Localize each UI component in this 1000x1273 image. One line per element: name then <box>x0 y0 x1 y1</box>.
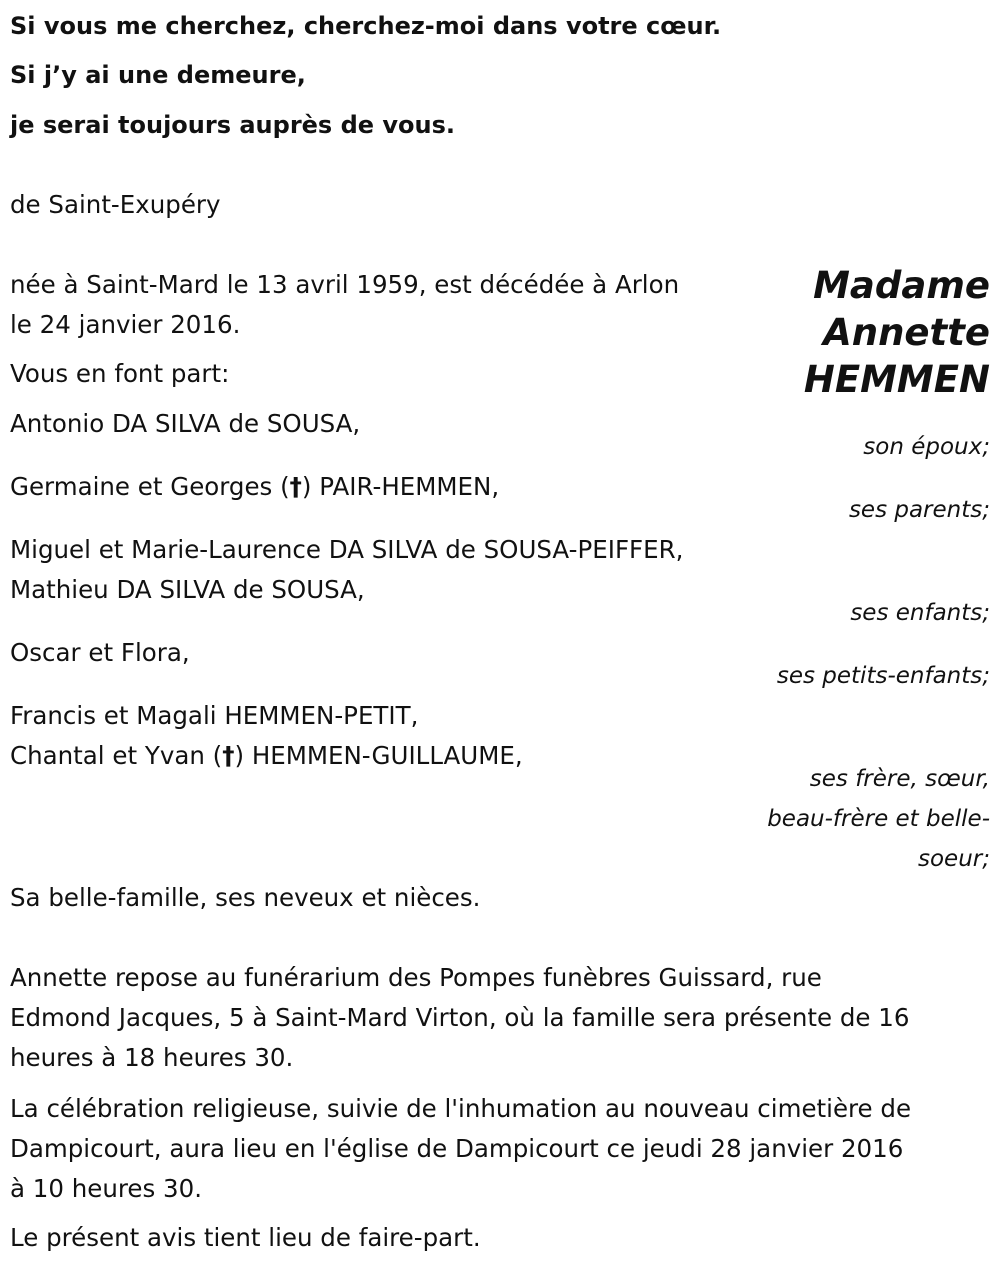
birth-death-line-2: le 24 janvier 2016. <box>10 310 241 339</box>
rest-line-3: heures à 18 heures 30. <box>10 1043 294 1072</box>
mourner-children-2: Mathieu DA SILVA de SOUSA, <box>10 575 365 604</box>
relation-parents: ses parents; <box>848 497 990 523</box>
cross-symbol: † <box>222 741 235 770</box>
mourner-siblings-2: Chantal et Yvan (†) HEMMEN-GUILLAUME, <box>10 741 523 770</box>
mourner-siblings-1: Francis et Magali HEMMEN-PETIT, <box>10 701 419 730</box>
mourner-parents: Germaine et Georges (†) PAIR-HEMMEN, <box>10 472 500 501</box>
mourner-grandchildren: Oscar et Flora, <box>10 638 190 667</box>
cross-symbol: † <box>289 472 302 501</box>
rest-line-1: Annette repose au funérarium des Pompes funèbres Guissard, rue <box>10 963 822 992</box>
closing-note: Le présent avis tient lieu de faire-part. <box>10 1223 481 1252</box>
relation-grandchildren: ses petits-enfants; <box>776 663 990 689</box>
relation-spouse: son époux; <box>863 434 990 460</box>
deceased-last-name: HEMMEN <box>803 358 990 401</box>
relation-siblings-1: ses frère, sœur, <box>809 766 990 792</box>
deceased-title: Madame <box>813 264 990 307</box>
birth-death-line-1: née à Saint-Mard le 13 avril 1959, est décédée à Arlon <box>10 270 680 299</box>
poem-line-3: je serai toujours auprès de vous. <box>10 111 456 139</box>
poem-line-2: Si j’y ai une demeure, <box>10 61 306 89</box>
ceremony-line-1: La célébration religieuse, suivie de l'inhumation au nouveau cimetière de <box>10 1094 912 1123</box>
mourner-children-1: Miguel et Marie-Laurence DA SILVA de SOUSA-PEIFFER, <box>10 535 684 564</box>
intro-text: Vous en font part: <box>10 359 230 388</box>
ceremony-line-3: à 10 heures 30. <box>10 1174 203 1203</box>
ceremony-line-2: Dampicourt, aura lieu en l'église de Dampicourt ce jeudi 28 janvier 2016 <box>10 1134 904 1163</box>
poem-attribution: de Saint-Exupéry <box>10 190 221 219</box>
mourner-spouse: Antonio DA SILVA de SOUSA, <box>10 409 361 438</box>
poem-line-1: Si vous me cherchez, cherchez-moi dans votre cœur. <box>10 12 722 40</box>
relation-siblings-2: beau-frère et belle- <box>767 806 990 832</box>
deceased-first-name: Annette <box>823 311 990 354</box>
rest-line-2: Edmond Jacques, 5 à Saint-Mard Virton, où la famille sera présente de 16 <box>10 1003 910 1032</box>
relation-siblings-3: soeur; <box>918 846 990 872</box>
family-in-law: Sa belle-famille, ses neveux et nièces. <box>10 883 481 912</box>
relation-children: ses enfants; <box>850 600 990 626</box>
